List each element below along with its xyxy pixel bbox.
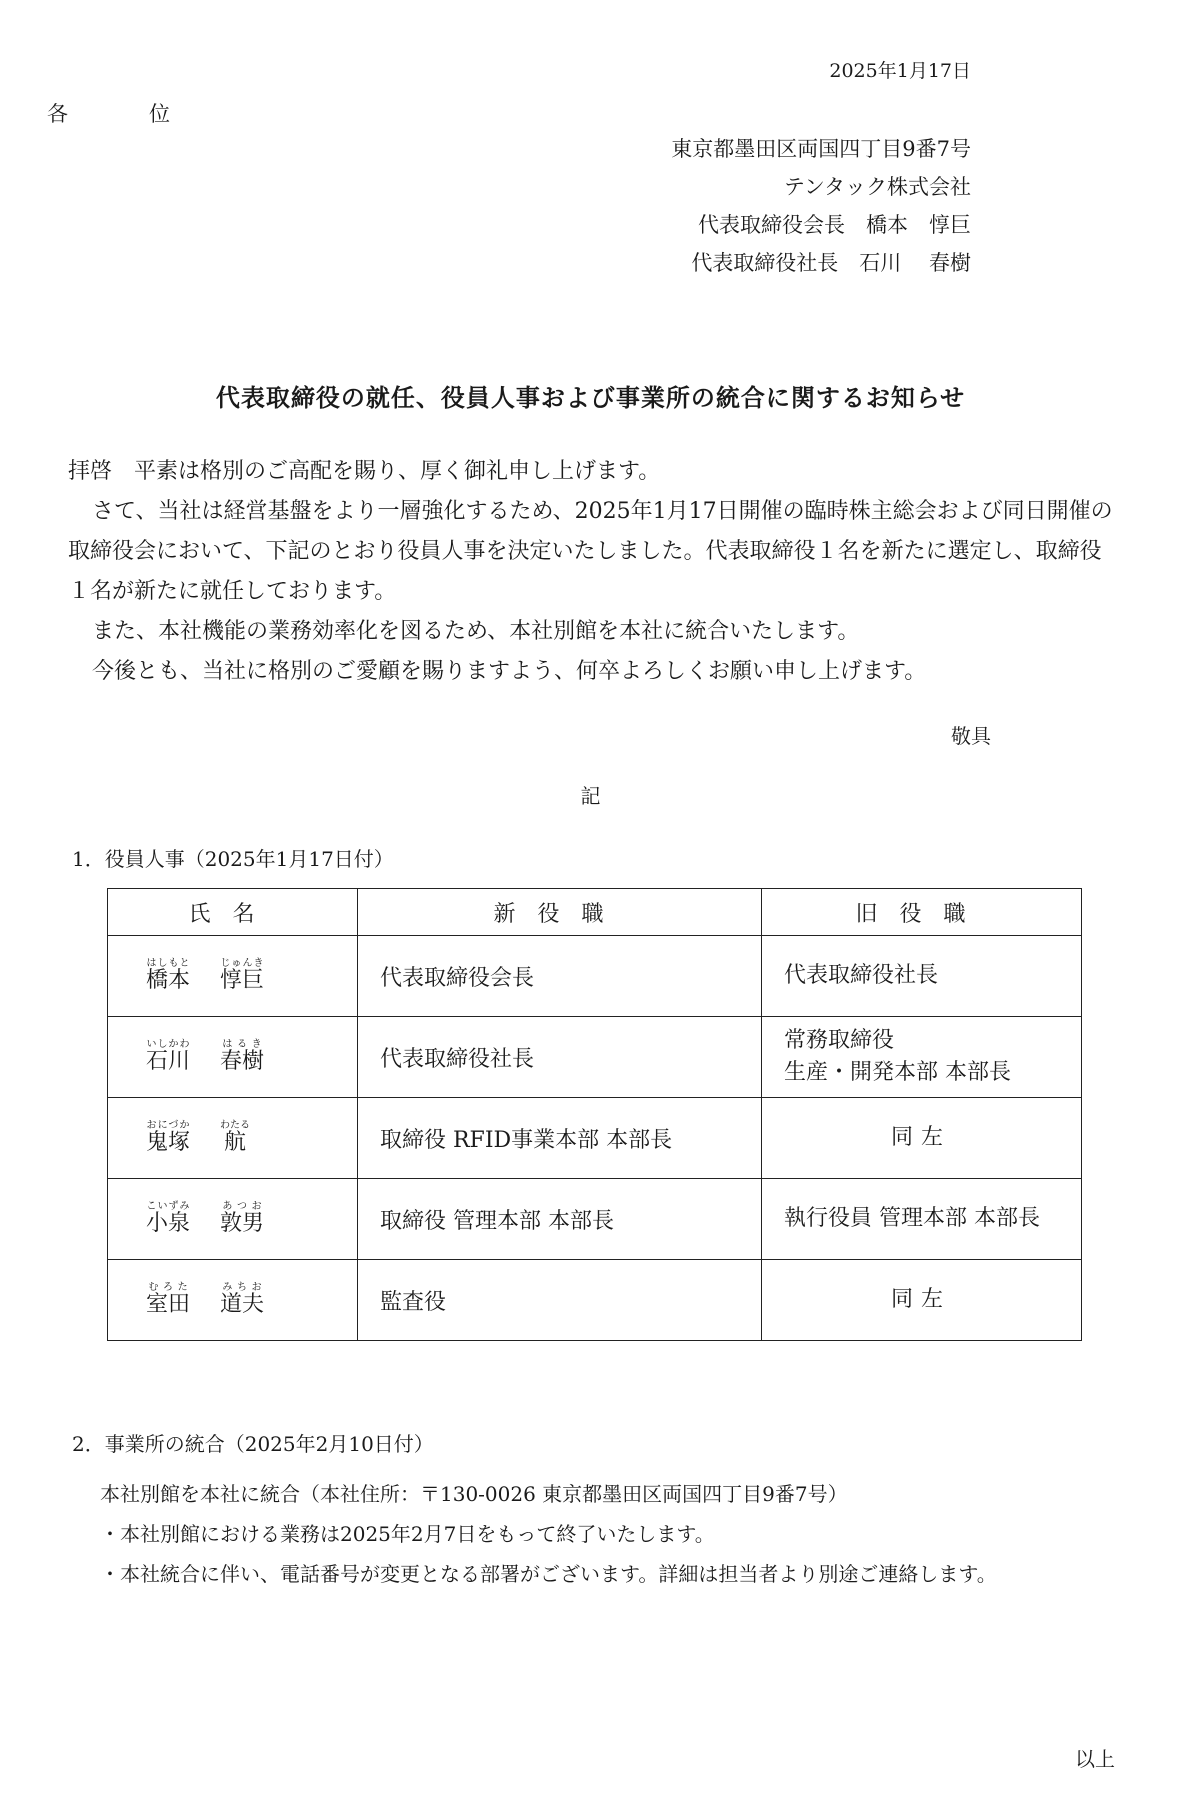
sender-president: 代表取締役社長 石川 春樹 bbox=[691, 251, 971, 275]
old-title-line: 常務取締役 bbox=[784, 1028, 895, 1053]
officer-given-name: 惇巨じゅんき bbox=[220, 958, 265, 993]
table-row bbox=[108, 1179, 1082, 1260]
officer-name bbox=[108, 936, 358, 1017]
new-title: 代表取締役会長 bbox=[358, 936, 762, 1017]
furigana: じゅんき bbox=[220, 958, 265, 969]
old-title-line: 生産・開発本部 本部長 bbox=[784, 1060, 1011, 1085]
sender-chairman: 代表取締役会長 橋本 惇巨 bbox=[698, 213, 971, 237]
col-header-new-title: 新役職 bbox=[358, 889, 762, 936]
old-title bbox=[762, 1098, 1082, 1179]
sender-address: 東京都墨田区両国四丁目9番7号 bbox=[671, 137, 971, 161]
paragraph-integration: また、本社機能の業務効率化を図るため、本社別館を本社に統合いたします。 bbox=[92, 619, 860, 644]
ki-marker: 記 bbox=[580, 784, 601, 808]
section2-heading: 2．事業所の統合（2025年2月10日付） bbox=[72, 1432, 434, 1456]
officer-given-name: 春樹はるき bbox=[220, 1039, 265, 1074]
bullet-business-end: ・本社別館における業務は2025年2月7日をもって終了いたします。 bbox=[100, 1522, 715, 1546]
officer-given-name: 敦男あつお bbox=[220, 1201, 265, 1236]
section2-body bbox=[100, 1474, 997, 1594]
furigana: いしかわ bbox=[146, 1039, 191, 1050]
personnel-table bbox=[107, 888, 1082, 1341]
furigana: わたる bbox=[220, 1120, 251, 1131]
table-header-row bbox=[108, 889, 1082, 936]
table-row bbox=[108, 1017, 1082, 1098]
bullet-phone-change: ・本社統合に伴い、電話番号が変更となる部署がございます。詳細は担当者より別途ご連絡します。 bbox=[100, 1562, 997, 1586]
old-title bbox=[762, 1179, 1082, 1260]
table-row bbox=[108, 936, 1082, 1017]
new-title: 取締役 RFID事業本部 本部長 bbox=[358, 1098, 762, 1179]
officer-surname: 石川いしかわ bbox=[146, 1039, 191, 1074]
officer-name bbox=[108, 1260, 358, 1341]
officer-given-name: 航わたる bbox=[220, 1120, 251, 1155]
furigana: むろた bbox=[146, 1282, 190, 1293]
old-title bbox=[762, 1260, 1082, 1341]
new-title: 取締役 管理本部 本部長 bbox=[358, 1179, 762, 1260]
new-title: 監査役 bbox=[358, 1260, 762, 1341]
closing-keigu: 敬具 bbox=[951, 724, 991, 748]
furigana: おにづか bbox=[146, 1120, 190, 1131]
old-title-line: 代表取締役社長 bbox=[784, 963, 939, 988]
table-row bbox=[108, 1260, 1082, 1341]
officer-name bbox=[108, 1098, 358, 1179]
furigana: はしもと bbox=[146, 958, 191, 969]
document-title: 代表取締役の就任、役員人事および事業所の統合に関するお知らせ bbox=[215, 383, 966, 412]
furigana: はるき bbox=[220, 1039, 265, 1050]
furigana: みちお bbox=[220, 1282, 265, 1293]
table-row bbox=[108, 1098, 1082, 1179]
col-header-name: 氏名 bbox=[108, 889, 358, 936]
sender-block bbox=[671, 130, 971, 282]
old-title-line: 同左 bbox=[890, 1125, 951, 1150]
section1-heading: 1．役員人事（2025年1月17日付） bbox=[72, 847, 394, 871]
issue-date: 2025年1月17日 bbox=[829, 60, 971, 82]
officer-surname: 小泉こいずみ bbox=[146, 1201, 191, 1236]
officer-surname: 室田むろた bbox=[146, 1282, 191, 1317]
furigana: こいずみ bbox=[146, 1201, 191, 1212]
furigana: あつお bbox=[220, 1201, 265, 1212]
old-title bbox=[762, 1017, 1082, 1098]
officer-name bbox=[108, 1179, 358, 1260]
document-end: 以上 bbox=[1075, 1747, 1115, 1771]
paragraph-announcement: さて、当社は経営基盤をより一層強化するため、2025年1月17日開催の臨時株主総会および同日開催の取締役会において、下記のとおり役員人事を決定いたしました。代表取締役１名を新たに選定し、取締役１名が新たに就任しております。 bbox=[68, 499, 1113, 604]
new-title: 代表取締役社長 bbox=[358, 1017, 762, 1098]
greeting: 拝啓 平素は格別のご高配を賜り、厚く御礼申し上げます。 bbox=[68, 459, 661, 484]
sender-company: テンタック株式会社 bbox=[783, 175, 971, 199]
old-title bbox=[762, 936, 1082, 1017]
officer-surname: 鬼塚おにづか bbox=[146, 1120, 191, 1155]
document-body bbox=[68, 452, 1118, 692]
officer-given-name: 道夫みちお bbox=[220, 1282, 265, 1317]
paragraph-thanks: 今後とも、当社に格別のご愛顧を賜りますよう、何卒よろしくお願い申し上げます。 bbox=[92, 659, 927, 684]
col-header-old-title: 旧役職 bbox=[762, 889, 1082, 936]
officer-surname: 橋本はしもと bbox=[146, 958, 191, 993]
officer-name bbox=[108, 1017, 358, 1098]
recipient: 各 位 bbox=[47, 102, 200, 126]
old-title-line: 執行役員 管理本部 本部長 bbox=[784, 1206, 1040, 1231]
old-title-line: 同左 bbox=[890, 1287, 951, 1312]
integration-address-line: 本社別館を本社に統合（本社住所：〒130-0026 東京都墨田区両国四丁目9番7号） bbox=[100, 1482, 848, 1506]
